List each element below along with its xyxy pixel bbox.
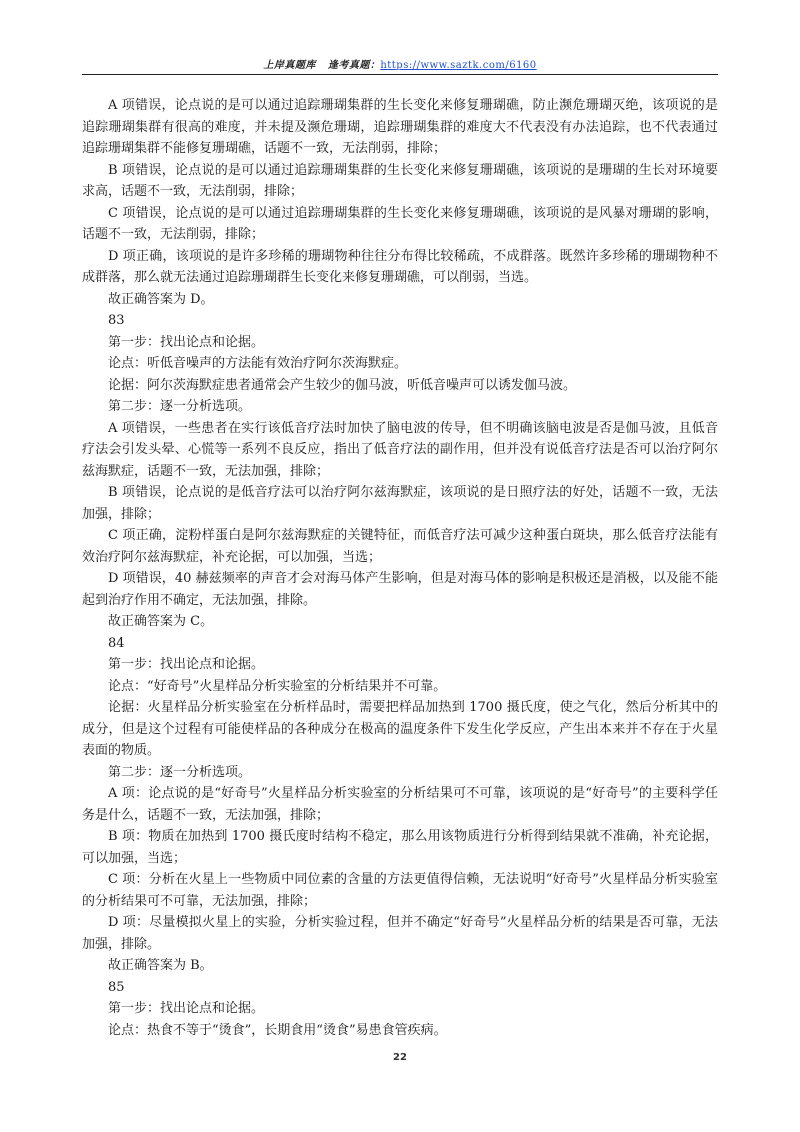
paragraph: B 项：物质在加热到 1700 摄氏度时结构不稳定，那么用该物质进行分析得到结果就不准确，补充论据，可以加强，当选； [82,829,718,866]
paragraph: 论据：火星样品分析实验室在分析样品时，需要把样品加热到 1700 摄氏度，使之气化，然后分析其中的成分，但是这个过程有可能使样品的各种成分在极高的温度条件下发生化学反应，产生出本来并不存在于火星表面的物质。 [82,700,718,758]
question-number: 84 [108,635,125,651]
paragraph: 第一步：找出论点和论据。 [108,1001,265,1016]
header-slogan: 逢考真题： [327,60,381,71]
paragraph: 第一步：找出论点和论据。 [108,334,265,350]
paragraph: B 项错误，论点说的是可以通过追踪珊瑚集群的生长变化来修复珊瑚礁，该项说的是珊瑚的生长对环境要求高，话题不一致，无法削弱，排除； [82,162,718,199]
paragraph: D 项：尽量模拟火星上的实验，分析实验过程，但并不确定“好奇号”火星样品分析的结果是否可靠，无法加强，排除。 [82,915,718,952]
paragraph: 论点：听低音噪声的方法能有效治疗阿尔茨海默症。 [108,356,408,371]
paragraph: B 项错误，论点说的是低音疗法可以治疗阿尔兹海默症，该项说的是日照疗法的好处，话题不一致，无法加强，排除； [82,485,718,522]
paragraph: 论据：阿尔茨海默症患者通常会产生较少的伽马波，听低音噪声可以诱发伽马波。 [108,377,577,393]
paragraph: 论点：热食不等于“烫食”，长期食用“烫食”易患食管疾病。 [108,1022,447,1038]
header-divider [82,74,718,75]
paragraph: A 项错误，一些患者在实行该低音疗法时加快了脑电波的传导，但不明确该脑电波是否是伽马波，且低音疗法会引发头晕、心慌等一系列不良反应，指出了低音疗法的副作用，但并没有说低音疗法是否可以治疗阿尔兹海默症，话题不一致，无法加强，排除； [82,420,718,479]
paragraph: D 项正确，该项说的是许多珍稀的珊瑚物种往往分布得比较稀疏，不成群落。既然许多珍稀的珊瑚物种不成群落，那么就无法通过追踪珊瑚群生长变化来修复珊瑚礁，可以削弱，当选。 [82,248,718,285]
paragraph: A 项错误，论点说的是可以通过追踪珊瑚集群的生长变化来修复珊瑚礁，防止濒危珊瑚灭绝，该项说的是追踪珊瑚集群有很高的难度，并未提及濒危珊瑚，追踪珊瑚集群的难度大不代表没有办法追踪，也不代表通过追踪珊瑚集群不能修复珊瑚礁，话题不一致，无法削弱，排除； [82,98,718,156]
brand-name: 上岸真题库 [263,60,316,71]
paragraph: C 项错误，论点说的是可以通过追踪珊瑚集群的生长变化来修复珊瑚礁，该项说的是风暴对珊瑚的影响，话题不一致，无法削弱，排除； [82,205,718,242]
paragraph: C 项：分析在火星上一些物质中同位素的含量的方法更值得信赖，无法说明“好奇号”火星样品分析实验室的分析结果可不可靠，无法加强，排除； [82,872,718,909]
page-number: 22 [393,1052,407,1063]
paragraph: 第一步：找出论点和论据。 [108,657,265,672]
paragraph: 论点：“好奇号”火星样品分析实验室的分析结果并不可靠。 [108,678,447,694]
paragraph: C 项正确，淀粉样蛋白是阿尔兹海默症的关键特征，而低音疗法可减少这种蛋白斑块，那么低音疗法能有效治疗阿尔兹海默症，补充论据，可以加强，当选； [82,528,718,565]
paragraph: 第二步：逐一分析选项。 [108,764,252,780]
document-body [82,95,718,1041]
paragraph: 故正确答案为 C。 [108,614,214,629]
paragraph: D 项错误，40 赫兹频率的声音才会对海马体产生影响，但是对海马体的影响是积极还是消极，以及能不能起到治疗作用不确定，无法加强，排除。 [82,571,718,608]
paragraph: A 项：论点说的是“好奇号”火星样品分析实验室的分析结果可不可靠，该项说的是“好奇号”的主要科学任务是什么，话题不一致，无法加强，排除； [82,786,718,823]
question-number: 85 [108,979,125,995]
source-link[interactable]: https://www.saztk.com/6160 [380,60,537,71]
paragraph: 第二步：逐一分析选项。 [108,399,252,414]
paragraph: 故正确答案为 B。 [108,958,213,973]
question-number: 83 [108,313,125,328]
page-header [0,56,800,71]
paragraph: 故正确答案为 D。 [108,291,214,307]
